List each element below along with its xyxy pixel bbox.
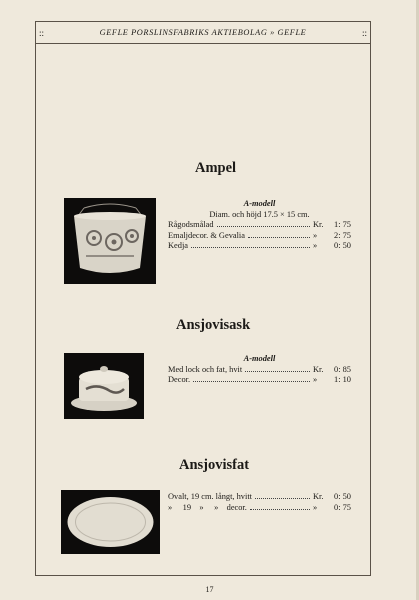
price-row-value: 1: 75 xyxy=(334,220,351,230)
covered-dish-image xyxy=(64,353,144,419)
price-row xyxy=(168,231,351,242)
ansjovisfat-photo xyxy=(61,490,160,554)
header-title: GEFLE PORSLINSFABRIKS AKTIEBOLAG » GEFLE xyxy=(99,28,307,37)
ansjovisask-photo xyxy=(64,353,144,419)
leader-dots xyxy=(217,226,310,227)
price-row-value: 0: 50 xyxy=(334,241,351,251)
price-row-prefix: Kr. xyxy=(313,220,324,230)
price-row-value: 2: 75 xyxy=(334,230,351,240)
leader-dots xyxy=(191,247,310,248)
ansjovisask-model: A-modell xyxy=(243,354,276,363)
ampel-photo xyxy=(64,198,156,284)
price-row xyxy=(168,492,351,503)
leader-dots xyxy=(250,509,310,510)
price-row-label: » 19 » » decor. xyxy=(168,502,247,512)
header-right-mark: :: xyxy=(361,28,367,38)
price-row-prefix: » xyxy=(313,230,318,240)
price-row-label: Med lock och fat, hvit xyxy=(168,364,243,374)
section-title-ansjovisask: Ansjovisask xyxy=(176,317,251,333)
ampel-model: A-modell xyxy=(243,199,276,208)
section-title-ampel: Ampel xyxy=(195,160,237,176)
price-row-label: Rågodsmålad xyxy=(168,220,214,230)
price-row xyxy=(168,375,351,386)
price-row-value: 0: 85 xyxy=(334,364,351,374)
ansjovisfat-price-block xyxy=(168,492,351,513)
page-number: 17 xyxy=(205,585,214,594)
price-row xyxy=(168,241,351,252)
ansjovisask-price-block xyxy=(168,354,351,386)
section-title-ansjovisfat: Ansjovisfat xyxy=(179,457,250,473)
price-row-value: 0: 50 xyxy=(334,492,351,501)
leader-dots xyxy=(255,498,310,499)
price-row xyxy=(168,365,351,376)
price-row xyxy=(168,220,351,231)
price-row-prefix: » xyxy=(313,375,318,385)
leader-dots xyxy=(245,371,310,372)
oval-platter-image xyxy=(61,490,160,554)
price-row-label: Kedja xyxy=(168,241,188,251)
header-left-mark: :: xyxy=(39,28,45,38)
hanging-pot-image xyxy=(64,198,156,284)
leader-dots xyxy=(248,237,310,238)
price-row-prefix: » xyxy=(313,241,318,251)
price-row-label: Decor. xyxy=(168,375,191,385)
price-row-label: Emaljdecor. & Gevalia xyxy=(168,230,245,240)
header-divider xyxy=(36,43,370,44)
price-row-value: 0: 75 xyxy=(334,502,351,512)
leader-dots xyxy=(193,381,310,382)
price-row-label: Ovalt, 19 cm. långt, hvitt xyxy=(168,492,252,501)
price-row xyxy=(168,503,351,514)
price-row-prefix: Kr. xyxy=(313,492,324,501)
page-header xyxy=(36,22,370,43)
ampel-dimension: Diam. och höjd 17.5 × 15 cm. xyxy=(209,209,310,219)
price-row-prefix: » xyxy=(313,502,318,512)
price-row-prefix: Kr. xyxy=(313,364,324,374)
ampel-price-block xyxy=(168,199,351,252)
price-row-value: 1: 10 xyxy=(334,375,351,385)
